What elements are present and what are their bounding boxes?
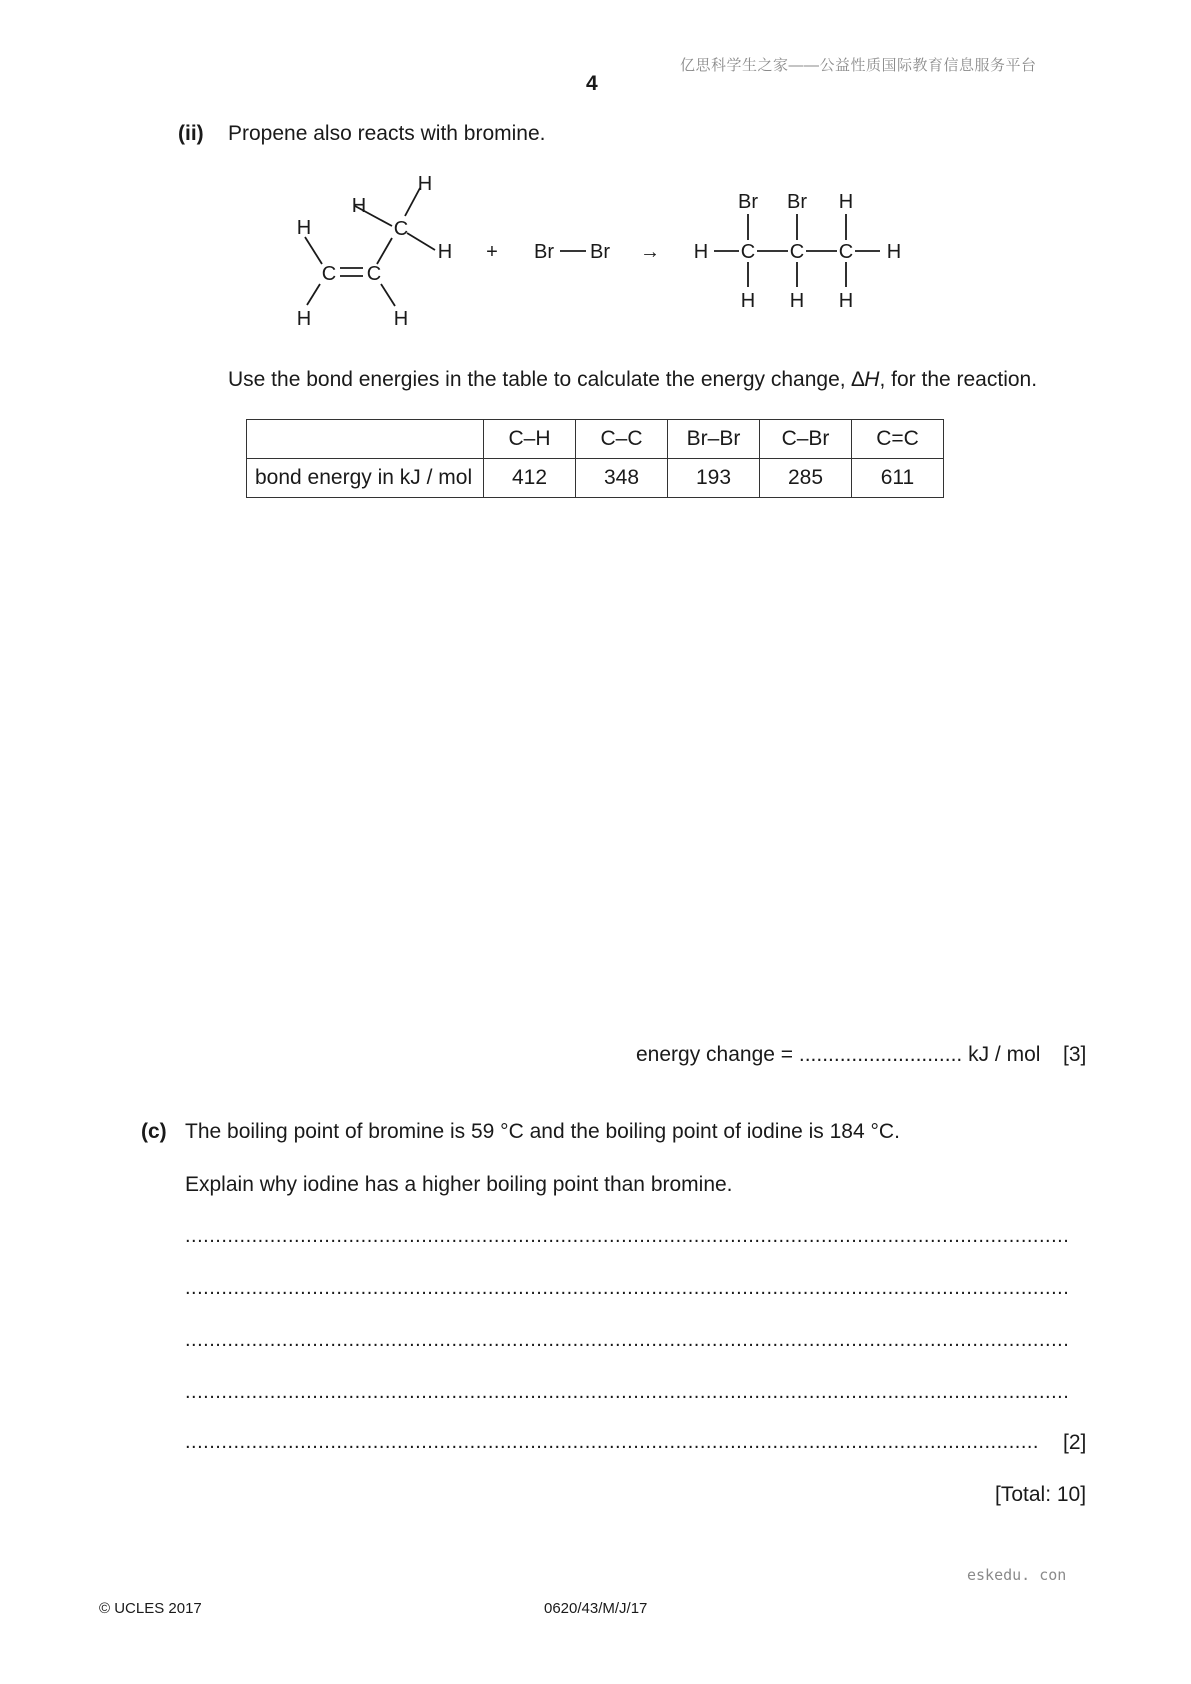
delta-symbol: ∆ [851,368,865,391]
answer-line-3[interactable]: .................................................................................................................................................. [185,1329,1070,1351]
question-label-c: (c) [141,1120,167,1143]
instruction-part1: Use the bond energies in the table to calculate the energy change, [228,368,852,391]
atom-h: H [437,241,453,263]
atom-h: H [393,308,409,330]
atom-h: H [693,241,709,263]
bond-c-h [307,284,320,305]
reaction-arrow: → [640,241,660,263]
question-c-prompt: Explain why iodine has a higher boiling point than bromine. [185,1173,733,1196]
table-cell: 611 [852,459,944,498]
instruction-part2: , for the reaction. [879,368,1038,391]
table-row [247,459,944,498]
propene-structure [305,188,435,306]
table-header-cell: C–Br [760,420,852,459]
question-label-ii: (ii) [178,122,204,145]
bond-c-h [407,233,435,250]
eskedu-watermark: eskedu. con [967,1566,1067,1584]
atom-h: H [838,290,854,312]
bond-c-h [381,284,395,306]
table-header-cell: Br–Br [668,420,760,459]
atom-c: C [740,241,756,263]
answer-line-5[interactable]: ............................................................................................................................................. [185,1431,1039,1453]
atom-h: H [838,191,854,213]
atom-br: Br [787,191,807,213]
marks-c: [2] [1063,1431,1087,1454]
atom-c: C [393,218,409,240]
atom-br: Br [738,191,758,213]
atom-c: C [366,263,382,285]
table-header-cell: C–C [576,420,668,459]
atom-h: H [789,290,805,312]
atom-h: H [417,173,433,195]
atom-h: H [740,290,756,312]
atom-c: C [838,241,854,263]
table-header-cell: C=C [852,420,944,459]
enthalpy-symbol: H [864,368,880,391]
atom-h: H [886,241,902,263]
answer-line-1[interactable]: .................................................................................................................................................. [185,1225,1070,1247]
atom-br: Br [534,241,554,263]
page-number: 4 [586,72,598,95]
atom-c: C [789,241,805,263]
energy-change-answer-line[interactable]: energy change = ............................ kJ / mol [636,1043,1041,1066]
bond-c-c [377,238,392,264]
atom-h: H [296,217,312,239]
atom-br: Br [590,241,610,263]
answer-line-2[interactable]: .................................................................................................................................................. [185,1277,1070,1299]
total-marks: [Total: 10] [995,1483,1087,1506]
instruction-text [228,368,1037,392]
atom-h: H [351,195,367,217]
plus-sign: + [486,241,498,263]
bond-energy-table [246,419,944,498]
reaction-equation-diagram [0,0,1191,360]
copyright-text: © UCLES 2017 [99,1600,202,1617]
table-header-cell: C–H [484,420,576,459]
table-header-cell [247,420,484,459]
answer-line-4[interactable]: .................................................................................................................................................. [185,1381,1070,1403]
marks-ii: [3] [1063,1043,1087,1066]
table-cell: 285 [760,459,852,498]
watermark-text: 亿思科学生之家——公益性质国际教育信息服务平台 [680,57,1037,74]
table-header-row [247,420,944,459]
question-statement-c: The boiling point of bromine is 59 °C and the boiling point of iodine is 184 °C. [185,1120,900,1143]
table-cell: 412 [484,459,576,498]
paper-code: 0620/43/M/J/17 [544,1600,648,1617]
atom-h: H [296,308,312,330]
table-cell: 193 [668,459,760,498]
question-statement-ii: Propene also reacts with bromine. [228,122,546,145]
table-cell: 348 [576,459,668,498]
bond-h-c [305,237,322,264]
atom-c: C [321,263,337,285]
table-row-label: bond energy in kJ / mol [247,459,484,498]
